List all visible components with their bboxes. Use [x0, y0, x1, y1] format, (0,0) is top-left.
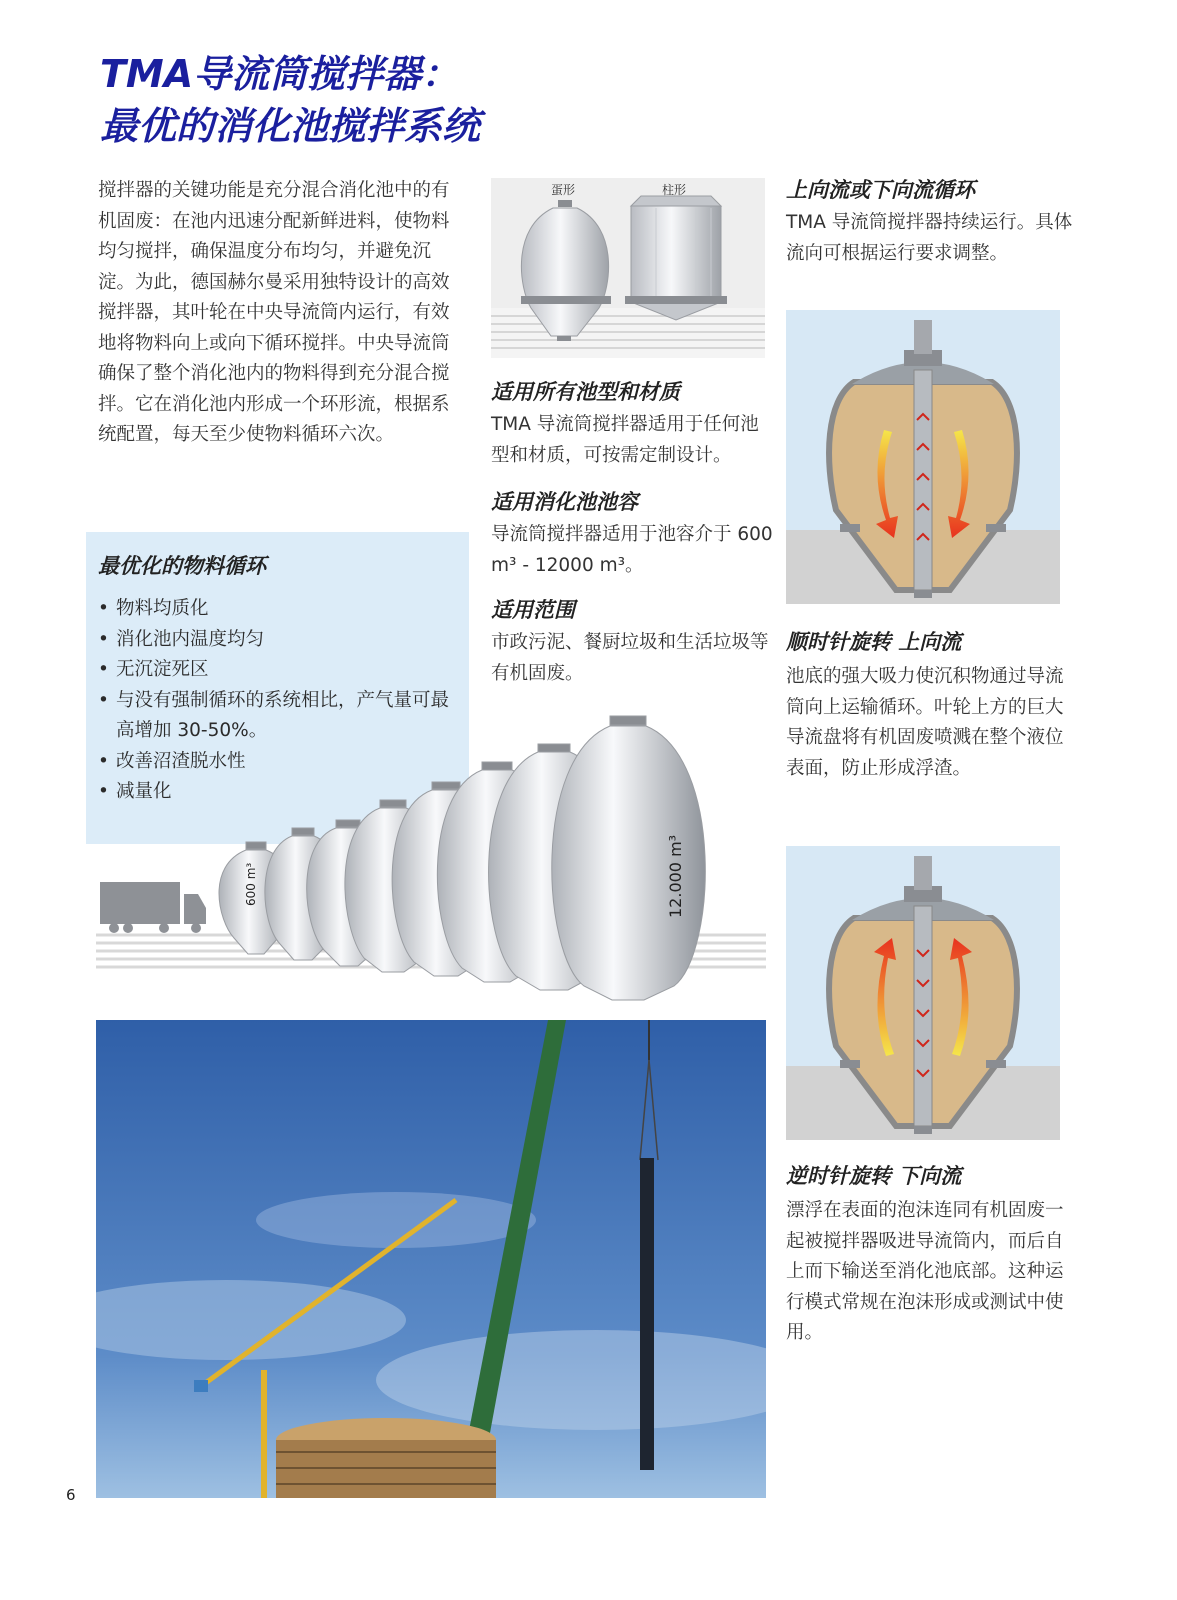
list-item: • 消化池内温度均匀: [98, 625, 458, 656]
list-item: • 无沉淀死区: [98, 655, 458, 686]
crane-photo-drawing: [96, 1020, 766, 1498]
ccw-text: 漂浮在表面的泡沫连同有机固废一起被搅拌器吸进导流筒内，而后自上而下输送至消化池底部。这种运行模式常规在泡沫形成或测试中使用。: [786, 1200, 1064, 1343]
flow-heading: 上向流或下向流循环: [786, 178, 975, 202]
page-title: [100, 48, 480, 152]
list-item: • 改善沼渣脱水性: [98, 747, 458, 778]
section-text: 市政污泥、餐厨垃圾和生活垃圾等有机固废。: [491, 632, 769, 684]
egg-tank-label: 蛋形: [551, 183, 576, 197]
list-item: • 减量化: [98, 777, 458, 808]
section-heading: 适用所有池型和材质: [491, 380, 680, 404]
downflow-diagram: [786, 846, 1060, 1140]
section-counterclockwise: [786, 1160, 1076, 1349]
section-text: TMA 导流筒搅拌器适用于任何池型和材质，可按需定制设计。: [491, 414, 759, 466]
section-capacity: [491, 486, 776, 581]
installation-photo: [96, 1020, 766, 1498]
truck-icon: [100, 882, 206, 933]
title-line-2: 最优的消化池搅拌系统: [100, 104, 481, 148]
list-item: • 与没有强制循环的系统相比，产气量可最高增加 30-50%。: [98, 686, 458, 747]
tank-type-figure: [491, 178, 765, 358]
cylinder-tank-label: 柱形: [662, 183, 687, 197]
title-line-1: TMA导流筒搅拌器：: [100, 52, 460, 96]
tank-size-comparison: [96, 710, 766, 1010]
ccw-heading: 逆时针旋转 下向流: [786, 1164, 962, 1188]
cw-text: 池底的强大吸力使沉积物通过导流筒向上运输循环。叶轮上方的巨大导流盘将有机固废喷溅在整个液位表面，防止形成浮渣。: [786, 666, 1064, 779]
section-clockwise: [786, 626, 1076, 784]
section-heading: 适用消化池池容: [491, 490, 638, 514]
flow-text: TMA 导流筒搅拌器持续运行。具体流向可根据运行要求调整。: [786, 212, 1073, 264]
min-capacity-label: 600 m³: [244, 862, 258, 906]
max-capacity-label: 12.000 m³: [666, 834, 685, 918]
page-number: 6: [66, 1486, 76, 1504]
section-all-tanks: [491, 376, 776, 471]
list-item: • 物料均质化: [98, 594, 458, 625]
section-flow-direction: [786, 174, 1076, 269]
section-text: 导流筒搅拌器适用于池容介于 600 m³ - 12000 m³。: [491, 524, 773, 576]
cw-heading: 顺时针旋转 上向流: [786, 630, 962, 654]
intro-paragraph: 搅拌器的关键功能是充分混合消化池中的有机固废：在池内迅速分配新鲜进料，使物料均匀搅拌，确保温度分布均匀，并避免沉淀。为此，德国赫尔曼采用独特设计的高效搅拌器，其叶轮在中央导流筒内运行，有效地将物料向上或向下循环搅拌。中央导流筒确保了整个消化池内的物料得到充分混合搅拌。它在消化池内形成一个环形流，根据系统配置，每天至少使物料循环六次。: [98, 180, 450, 445]
optimized-heading: 最优化的物料循环: [98, 554, 266, 578]
section-application: [491, 594, 776, 689]
section-heading: 适用范围: [491, 598, 575, 622]
tank-type-drawing: [491, 178, 765, 358]
upflow-diagram: [786, 310, 1060, 604]
